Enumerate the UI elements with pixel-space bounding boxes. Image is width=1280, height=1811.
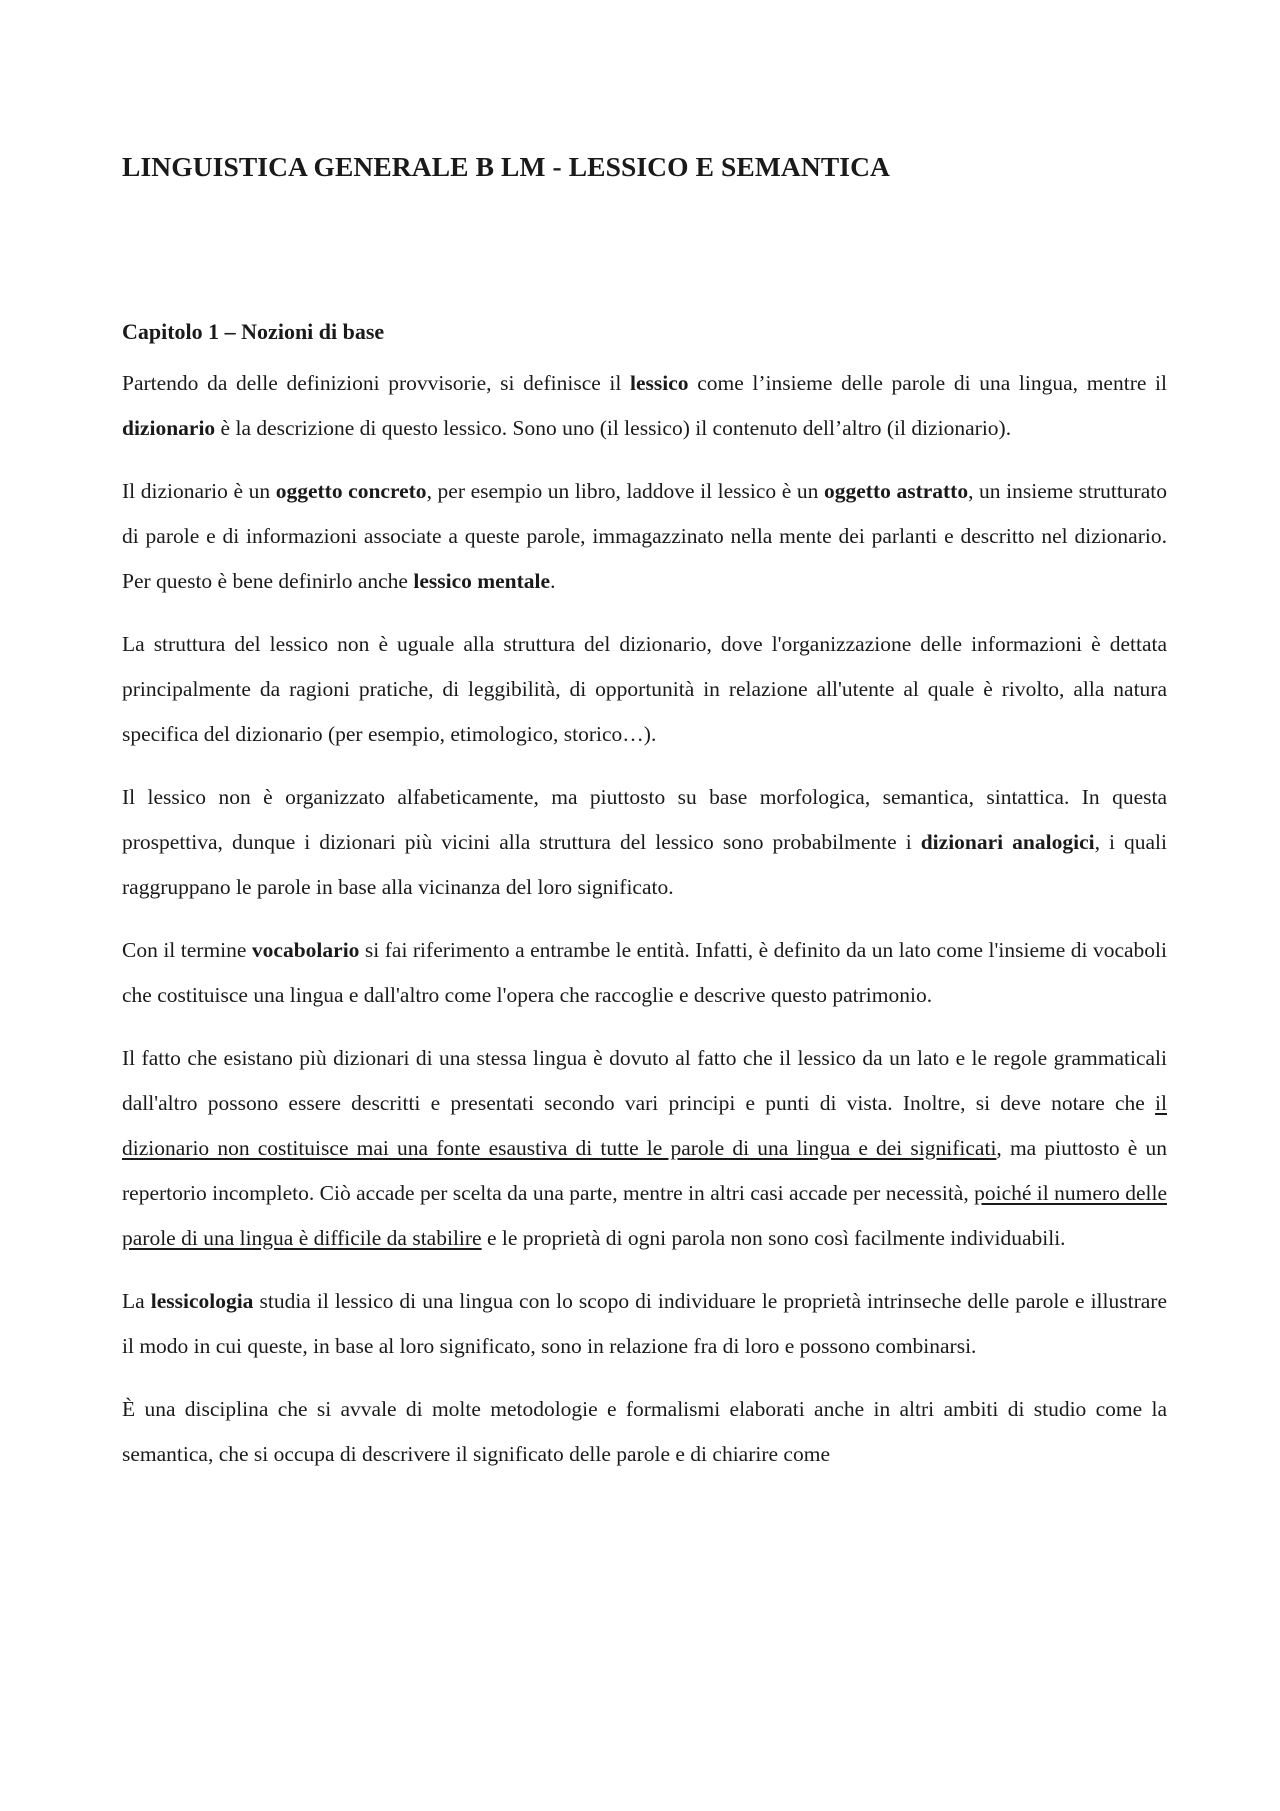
underlined-phrase-2: poiché il numero delle parole di una lingua è difficile da stabilire: [122, 1180, 1167, 1250]
text-run: .: [550, 568, 556, 593]
chapter-heading: Capitolo 1 – Nozioni di base: [122, 319, 385, 344]
text-run: La: [122, 1288, 151, 1313]
text-run: Partendo da delle definizioni provvisorie, si definisce il: [122, 370, 631, 395]
text-run: è la descrizione di questo lessico. Sono uno (il lessico) il contenuto dell’altro (il dizionario).: [215, 415, 1012, 440]
underlined-phrase-1: il dizionario non costituisce mai una fonte esaustiva di tutte le parole di una lingua e dei significati: [122, 1090, 1167, 1160]
text-run: si fai riferimento a entrambe le entità. Infatti, è definito da un lato come l'insieme di vocaboli che costituisce una lingua e dall'altro come l'opera che raccoglie e descrive questo patrimonio.: [122, 937, 1167, 1007]
paragraph-1: [122, 361, 1167, 451]
text-run: Il lessico non è organizzato alfabeticamente, ma piuttosto su base morfologica, semantica, sintattica. In questa prospettiva, dunque i dizionari più vicini alla struttura del lessico sono probabilmente i: [122, 784, 1167, 854]
text-run: studia il lessico di una lingua con lo scopo di individuare le proprietà intrinseche delle parole e illustrare il modo in cui queste, in base al loro significato, sono in relazione fra di loro e possono combinarsi.: [122, 1288, 1167, 1358]
text-run: Il fatto che esistano più dizionari di una stessa lingua è dovuto al fatto che il lessico da un lato e le regole grammaticali dall'altro possono essere descritti e presentati secondo vari principi e punti di vista. Inoltre, si deve notare che: [122, 1045, 1167, 1115]
bold-term-lessico: lessico: [630, 370, 689, 395]
text-run: , un insieme strutturato di parole e di informazioni associate a queste parole, immagazzinato nella mente dei parlanti e descritto nel dizionario. Per questo è bene definirlo anche: [122, 478, 1167, 593]
paragraph-4: [122, 775, 1167, 910]
text-run: Il dizionario è un: [122, 478, 276, 503]
bold-term-dizionario: dizionario: [122, 415, 216, 440]
paragraph-2: [122, 469, 1167, 604]
text-run: , i quali raggruppano le parole in base alla vicinanza del loro significato.: [122, 829, 1167, 899]
text-run: come l’insieme delle parole di una lingua, mentre il: [688, 370, 1167, 395]
paragraph-5: [122, 928, 1167, 1018]
text-run: , per esempio un libro, laddove il lessico è un: [426, 478, 824, 503]
bold-term-oggetto-astratto: oggetto astratto: [824, 478, 969, 503]
bold-term-lessicologia: lessicologia: [150, 1288, 254, 1313]
text-run: È una disciplina che si avvale di molte metodologie e formalismi elaborati anche in altri ambiti di studio come la semantica, che si occupa di descrivere il significato delle parole e di chiarire come: [122, 1396, 1167, 1466]
paragraph-6: [122, 1036, 1167, 1261]
document-page: [122, 150, 1167, 1477]
bold-term-oggetto-concreto: oggetto concreto: [275, 478, 427, 503]
text-run: , ma piuttosto è un repertorio incompleto. Ciò accade per scelta da una parte, mentre in altri casi accade per necessità,: [122, 1135, 1167, 1205]
text-run: Con il termine: [122, 937, 252, 962]
bold-term-vocabolario: vocabolario: [251, 937, 360, 962]
document-title: LINGUISTICA GENERALE B LM - LESSICO E SEMANTICA: [122, 151, 890, 182]
text-run: La struttura del lessico non è uguale alla struttura del dizionario, dove l'organizzazione delle informazioni è dettata principalmente da ragioni pratiche, di leggibilità, di opportunità in relazione all'utente al quale è rivolto, alla natura specifica del dizionario (per esempio, etimologico, storico…).: [122, 631, 1167, 746]
text-run: e le proprietà di ogni parola non sono così facilmente individuabili.: [481, 1225, 1066, 1250]
bold-term-dizionari-analogici: dizionari analogici: [920, 829, 1095, 854]
paragraph-8: [122, 1387, 1167, 1477]
paragraph-7: [122, 1279, 1167, 1369]
bold-term-lessico-mentale: lessico mentale: [413, 568, 551, 593]
paragraph-3: [122, 622, 1167, 757]
